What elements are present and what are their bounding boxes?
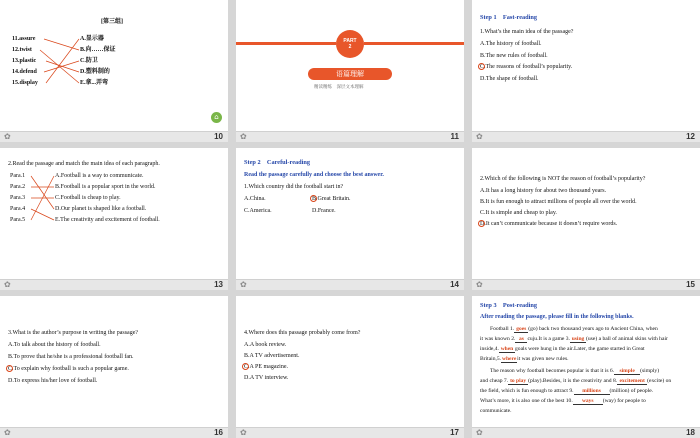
slide-footer: [472, 131, 700, 142]
slide-number: 15: [686, 280, 695, 289]
slide-footer: [472, 427, 700, 438]
meaning-item: B.向……保证: [80, 47, 116, 53]
para-label: Para.2: [10, 184, 26, 190]
match-lines: [0, 0, 228, 142]
passage-line-6: and cheap 7. to play (play).Besides, it is the creativity and 8. excitement (excite) on: [480, 378, 672, 384]
option-b: B.To prove that he/she is a professional football fan.: [8, 354, 134, 360]
option-b: B.It is fun enough to attract millions of people all over the world.: [480, 199, 637, 205]
word-item: 14.defend: [12, 69, 37, 75]
slide-number: 18: [686, 428, 695, 437]
star-icon: ✿: [476, 132, 483, 141]
passage-line-9: communicate.: [480, 408, 512, 414]
passage-line-5: The reason why football becomes popular is that it is 6. simple (simply): [490, 368, 660, 374]
idea-item: E.The creativity and excitement of football.: [55, 217, 160, 223]
slide-number: 17: [450, 428, 459, 437]
blank-9[interactable]: millions: [574, 388, 610, 395]
step-heading: Step 1 Fast-reading: [480, 14, 538, 21]
option-c: C.To explain why football is such a popular game.: [8, 366, 129, 372]
option-a: A.To talk about the history of football.: [8, 342, 101, 348]
star-icon: ✿: [240, 280, 247, 289]
instruction-text: Read the passage carefully and choose the best answer.: [244, 172, 384, 178]
slide-footer: [0, 131, 228, 142]
slide-footer: [472, 279, 700, 290]
idea-item: A.Football is a way to communicate.: [55, 173, 144, 179]
para-label: Para.5: [10, 217, 26, 223]
meaning-item: C.防卫: [80, 58, 98, 64]
slide-footer: [236, 131, 464, 142]
meaning-item: A.显示器: [80, 36, 104, 42]
word-item: 11.assure: [12, 36, 36, 42]
blank-1[interactable]: goes: [516, 326, 527, 332]
passage-line-1: Football 1. goes (go) back two thousand years ago to Ancient China, when: [490, 326, 658, 332]
part-label: PART: [343, 38, 357, 44]
blank-7[interactable]: to play: [510, 378, 527, 384]
slide-18[interactable]: [472, 296, 700, 438]
question-text: 3.What is the author’s purpose in writing the passage?: [8, 330, 139, 336]
instruction-text: After reading the passage, please fill in the following blanks.: [480, 314, 634, 320]
part-badge: [336, 30, 364, 58]
slide-number: 11: [450, 132, 459, 141]
slide-10[interactable]: [0, 0, 228, 142]
slide-number: 10: [214, 132, 223, 141]
meaning-item: D.塑料制的: [80, 69, 110, 75]
answer-circle: [478, 220, 485, 227]
option-a: A.A book review.: [244, 342, 287, 348]
option-d: D.It can’t communicate because it doesn’t require words.: [480, 221, 618, 227]
word-item: 12.twist: [12, 47, 32, 53]
option-c: C.The reasons of football’s popularity.: [480, 64, 573, 70]
passage-line-8: What’s more, it is also one of the best 10. ways (way) for people to: [480, 398, 646, 404]
word-item: 15.display: [12, 80, 38, 86]
question-text: 1.Which country did the football start in?: [244, 184, 344, 190]
option-b: B.A TV advertisement.: [244, 353, 300, 359]
idea-item: C.Football is cheap to play.: [55, 195, 121, 201]
home-icon[interactable]: ⌂: [211, 112, 222, 123]
option-d: D.The shape of football.: [480, 76, 539, 82]
part-number: 2: [348, 44, 352, 50]
question-text: 2.Which of the following is NOT the reason of football’s popularity?: [480, 176, 646, 182]
para-label: Para.3: [10, 195, 26, 201]
star-icon: ✿: [240, 428, 247, 437]
slide-17[interactable]: [236, 296, 464, 438]
option-c: C.A PE magazine.: [244, 364, 288, 370]
slide-11[interactable]: [236, 0, 464, 142]
option-b: B.The new rules of football.: [480, 53, 548, 59]
option-d: D.A TV interview.: [244, 375, 289, 381]
passage-line-7: the field, which is fun enough to attract 9. millions (million) of people.: [480, 388, 654, 394]
slide-number: 12: [686, 132, 695, 141]
option-b: B.Great Britain.: [312, 196, 351, 202]
section-title: 语篇理解: [308, 68, 392, 80]
orange-bar-left: [236, 42, 336, 45]
slide-footer: [236, 427, 464, 438]
star-icon: ✿: [4, 428, 11, 437]
slide-number: 14: [450, 280, 459, 289]
blank-5[interactable]: where: [502, 356, 517, 362]
step-heading: Step 2 Careful-reading: [244, 159, 311, 166]
match-lines: [0, 148, 228, 290]
slide-number: 16: [214, 428, 223, 437]
blank-10[interactable]: ways: [573, 398, 603, 405]
question-text: 2.Read the passage and match the main idea of each paragraph.: [8, 161, 160, 167]
option-c: C.It is simple and cheap to play.: [480, 210, 557, 216]
word-item: 13.plastic: [12, 58, 37, 64]
star-icon: ✿: [4, 132, 11, 141]
option-a: A.China.: [244, 196, 266, 202]
para-label: Para.4: [10, 206, 26, 212]
passage-line-4: Britain,5.whereit was given new rules.: [480, 356, 569, 362]
slide-footer: [0, 279, 228, 290]
blank-4[interactable]: when: [500, 346, 514, 352]
star-icon: ✿: [476, 428, 483, 437]
meaning-item: E.拿...弄弯: [80, 80, 109, 86]
option-a: A.It has a long history for about two thousand years.: [480, 188, 607, 194]
blank-8[interactable]: excitement: [617, 378, 647, 385]
option-d: D.To express his/her love of football.: [8, 378, 98, 384]
step-heading: Step 3 Post-reading: [480, 302, 538, 309]
question-text: 1.What’s the main idea of the passage?: [480, 29, 574, 35]
slide-number: 13: [214, 280, 223, 289]
slide-12[interactable]: [472, 0, 700, 142]
option-c: C.America.: [244, 208, 272, 214]
option-d: D.France.: [312, 208, 336, 214]
answer-circle: [478, 63, 485, 70]
slide-footer: [236, 279, 464, 290]
blank-6[interactable]: simple: [614, 368, 640, 375]
orange-bar-right: [364, 42, 464, 45]
answer-circle: [242, 363, 249, 370]
idea-item: B.Football is a popular sport in the world.: [55, 184, 156, 190]
slide-13[interactable]: [0, 148, 228, 290]
passage-line-2: it was known 2. as cuju.It is a game 3. using (use) a ball of animal skins with hair: [480, 336, 668, 342]
slide-16[interactable]: [0, 296, 228, 438]
option-a: A.The history of football.: [480, 41, 542, 47]
answer-circle: [6, 365, 13, 372]
slide-footer: [0, 427, 228, 438]
answer-circle: [310, 195, 317, 202]
blank-3[interactable]: using: [571, 336, 585, 342]
slide-15[interactable]: [472, 148, 700, 290]
section-subtitle: 精读精练 深层文本理解: [314, 85, 364, 90]
group-heading: [第三组]: [101, 19, 123, 25]
star-icon: ✿: [4, 280, 11, 289]
para-label: Para.1: [10, 173, 26, 179]
question-text: 4.Where does this passage probably come from?: [244, 330, 361, 336]
star-icon: ✿: [240, 132, 247, 141]
slide-14[interactable]: [236, 148, 464, 290]
star-icon: ✿: [476, 280, 483, 289]
blank-2[interactable]: as: [515, 336, 527, 343]
idea-item: D.Our planet is shaped like a football.: [55, 206, 147, 212]
passage-line-3: inside,4. when goals were hung in the air.Later, the game started in Great: [480, 346, 645, 352]
